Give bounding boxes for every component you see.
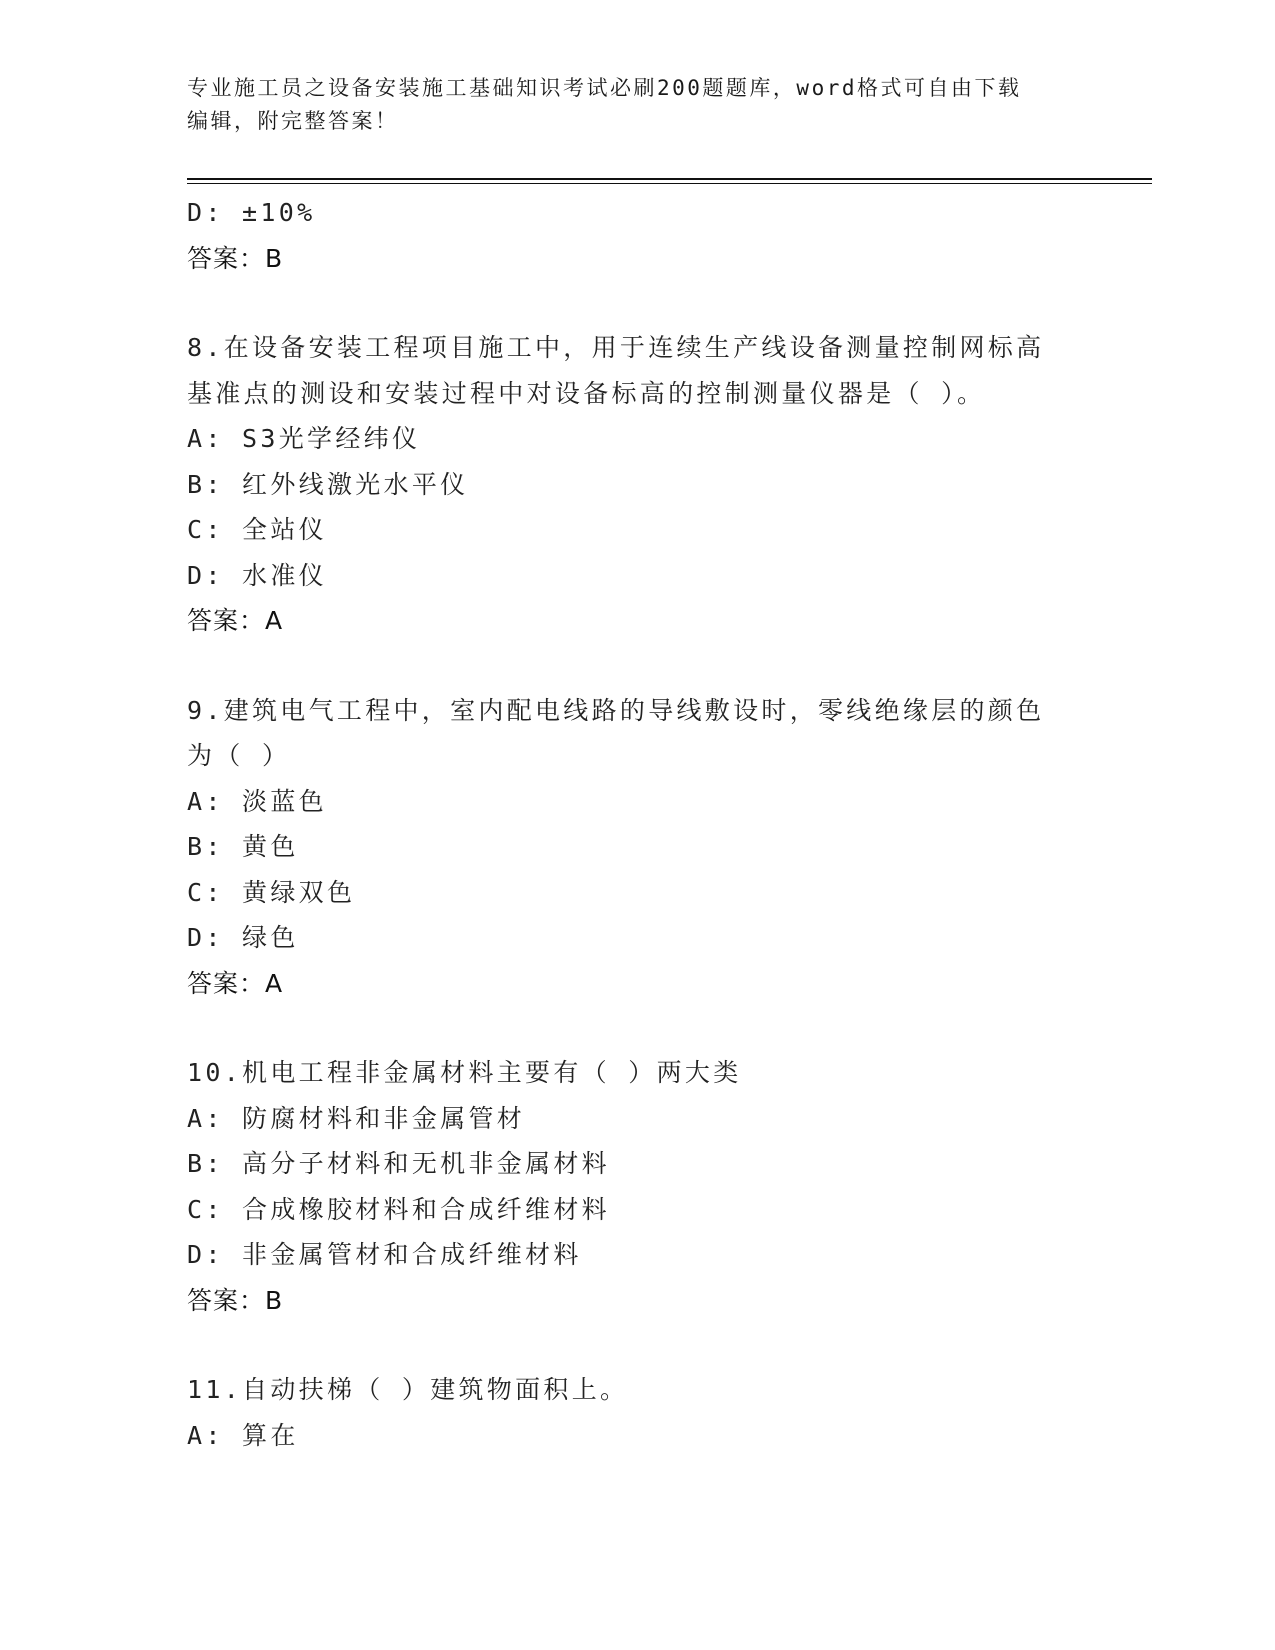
- question-9-option-b: B: 黄色: [187, 832, 299, 861]
- question-8-stem-line-2: 基准点的测设和安装过程中对设备标高的控制测量仪器是（ ）。: [187, 378, 986, 408]
- question-9-option-d: D: 绿色: [187, 923, 299, 952]
- question-9-stem-line-1: 9.建筑电气工程中，室内配电线路的导线敷设时，零线绝缘层的颜色: [187, 695, 1045, 725]
- question-11-stem-line-1: 11.自动扶梯（ ）建筑物面积上。: [187, 1375, 629, 1404]
- question-8-option-c: C: 全站仪: [187, 515, 327, 544]
- question-9-answer: 答案：A: [187, 968, 284, 998]
- question-9-stem-line-2: 为（ ）: [187, 741, 291, 770]
- option-d-prev: D: ±10%: [187, 198, 316, 227]
- header-divider-thick: [187, 178, 1152, 180]
- question-8-stem-line-1: 8.在设备安装工程项目施工中，用于连续生产线设备测量控制网标高: [187, 333, 1045, 362]
- header-line-2: 编辑，附完整答案！: [187, 109, 399, 133]
- question-list: [187, 190, 1087, 1458]
- document-header: [187, 72, 1067, 138]
- header-line-1: 专业施工员之设备安装施工基础知识考试必刷200题题库，word格式可自由下载: [187, 76, 1022, 100]
- question-10-option-a: A: 防腐材料和非金属管材: [187, 1103, 526, 1133]
- question-11-option-a: A: 算在: [187, 1420, 299, 1450]
- question-10-answer: 答案：B: [187, 1285, 284, 1315]
- question-10-option-c: C: 合成橡胶材料和合成纤维材料: [187, 1194, 610, 1224]
- question-8-answer: 答案：A: [187, 606, 284, 635]
- question-9: [187, 688, 1087, 1007]
- question-9-option-a: A: 淡蓝色: [187, 786, 327, 816]
- question-8-option-d: D: 水准仪: [187, 560, 327, 590]
- header-divider-thin: [187, 183, 1152, 184]
- question-11: [187, 1367, 1087, 1458]
- question-10: [187, 1050, 1087, 1323]
- question-8-option-a: A: S3光学经纬仪: [187, 424, 421, 453]
- question-10-option-d: D: 非金属管材和合成纤维材料: [187, 1240, 582, 1269]
- question-8: [187, 325, 1087, 644]
- question-8-option-b: B: 红外线激光水平仪: [187, 469, 469, 499]
- question-10-option-b: B: 高分子材料和无机非金属材料: [187, 1149, 610, 1178]
- question-10-stem-line-1: 10.机电工程非金属材料主要有（ ）两大类: [187, 1058, 742, 1087]
- answer-prev: 答案：B: [187, 243, 284, 273]
- question-9-option-c: C: 黄绿双色: [187, 877, 356, 907]
